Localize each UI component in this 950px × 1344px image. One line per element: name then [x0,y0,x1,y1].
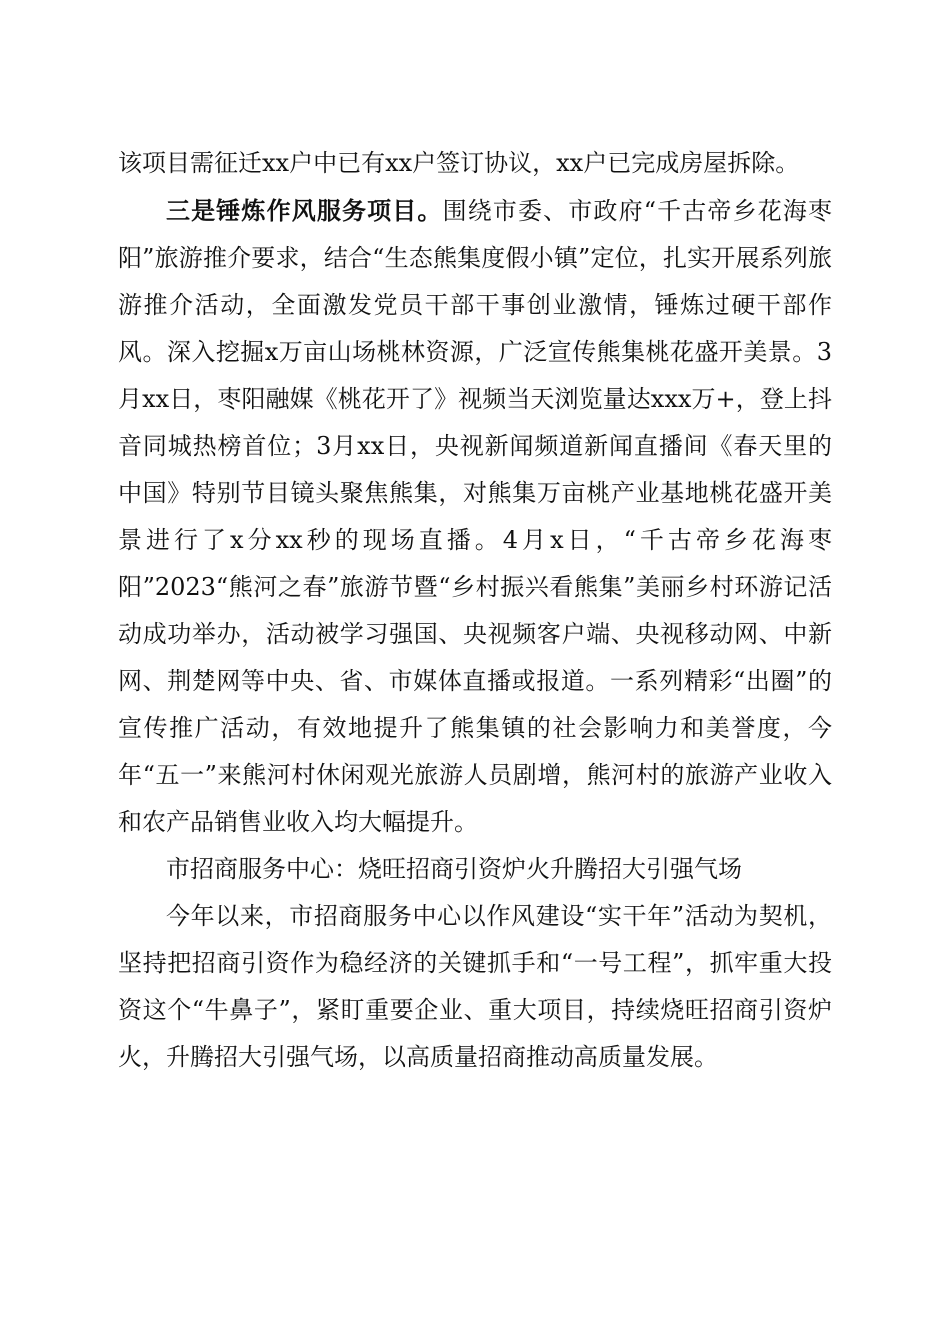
paragraph-lead: 三是锤炼作风服务项目。 [166,196,443,225]
paragraph-continuation: 该项目需征迁xx户中已有xx户签订协议，xx户已完成房屋拆除。 [118,149,800,177]
paragraph-project-style [118,187,832,846]
section-heading: 市招商服务中心：烧旺招商引资炉火升腾招大引强气场 [166,855,742,883]
paragraph-body: 围绕市委、市政府“千古帝乡花海枣阳”旅游推介要求，结合“生态熊集度假小镇”定位，扎实开展系列旅游推介活动，全面激发党员干部干事创业激情，锤炼过硬干部作风。深入挖掘x万亩山场桃林资源，广泛宣传熊集桃花盛开美景。3月xx日，枣阳融媒《桃花开了》视频当天浏览量达xxx万+，登上抖音同城热榜首位；3月xx日，央视新闻频道新闻直播间《春天里的中国》特别节目镜头聚焦熊集，对熊集万亩桃产业基地桃花盛开美景进行了x分xx秒的现场直播。4月x日，“千古帝乡花海枣阳”2023“熊河之春”旅游节暨“乡村振兴看熊集”美丽乡村环游记活动成功举办，活动被学习强国、央视频客户端、央视移动网、中新网、荆楚网等中央、省、市媒体直播或报道。一系列精彩“出圈”的宣传推广活动，有效地提升了熊集镇的社会影响力和美誉度，今年“五一”来熊河村休闲观光旅游人员剧增，熊河村的旅游产业收入和农产品销售业收入均大幅提升。 [118,197,832,836]
paragraph-investment: 今年以来，市招商服务中心以作风建设“实干年”活动为契机，坚持把招商引资作为稳经济的关键抓手和“一号工程”，抓牢重大投资这个“牛鼻子”，紧盯重要企业、重大项目，持续烧旺招商引资炉火，升腾招大引强气场，以高质量招商推动高质量发展。 [118,902,832,1071]
